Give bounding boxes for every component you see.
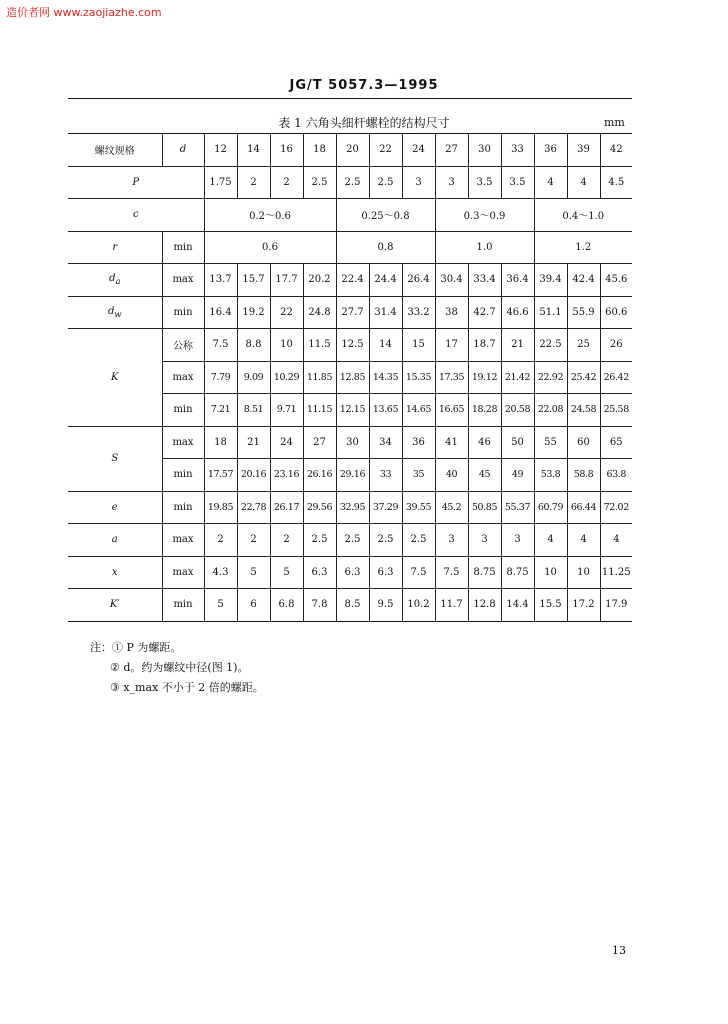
header-label-cell <box>68 134 162 167</box>
table-cell: 36 <box>402 426 435 459</box>
table-cell: 50.85 <box>468 491 501 524</box>
dimension-table <box>68 133 632 622</box>
row-symbol <box>68 524 162 557</box>
table-cell: 42.7 <box>468 296 501 329</box>
table-cell: 14.35 <box>369 361 402 394</box>
table-cell: 2 <box>270 166 303 199</box>
table-cell: 11.85 <box>303 361 336 394</box>
standard-number: JG/T 5057.3—1995 <box>289 78 439 93</box>
table-cell: 5 <box>237 556 270 589</box>
table-cell: 18.28 <box>468 394 501 427</box>
table-cell: 5 <box>204 589 237 622</box>
table-cell: 26.4 <box>402 264 435 297</box>
table-cell: 8.75 <box>501 556 534 589</box>
table-cell: 65 <box>600 426 632 459</box>
table-cell: 8.5 <box>336 589 369 622</box>
table-cell: 17 <box>435 329 468 362</box>
table-cell: 63.8 <box>600 459 632 492</box>
header-rule <box>68 98 632 99</box>
table-cell: 8.51 <box>237 394 270 427</box>
header-cell: 36 <box>534 134 567 167</box>
table-cell: 26.17 <box>270 491 303 524</box>
note-3: ③ x_max 不小于 2 倍的螺距。 <box>110 681 264 694</box>
table-cell: 30.4 <box>435 264 468 297</box>
table-cell: 30 <box>336 426 369 459</box>
table-cell: 3 <box>402 166 435 199</box>
table-cell: 6.3 <box>369 556 402 589</box>
table-cell: 7.21 <box>204 394 237 427</box>
row-subheader: max <box>162 361 204 394</box>
table-cell: 7.79 <box>204 361 237 394</box>
table-cell: 6.3 <box>336 556 369 589</box>
table-cell: 0.2～0.6 <box>204 199 336 232</box>
table-cell: 11.15 <box>303 394 336 427</box>
table-cell: 7.5 <box>402 556 435 589</box>
table-cell: 12.15 <box>336 394 369 427</box>
table-cell: 17.2 <box>567 589 600 622</box>
table-cell: 9.5 <box>369 589 402 622</box>
table-cell: 49 <box>501 459 534 492</box>
row-symbol <box>68 589 162 622</box>
table-cell: 15.7 <box>237 264 270 297</box>
header-cell: 27 <box>435 134 468 167</box>
table-cell: 33 <box>369 459 402 492</box>
table-cell: 1.0 <box>435 231 534 264</box>
table-cell: 2 <box>270 524 303 557</box>
table-cell: 33.4 <box>468 264 501 297</box>
row-symbol <box>68 491 162 524</box>
table-row <box>68 524 632 557</box>
table-cell: 46.6 <box>501 296 534 329</box>
table-cell: 3.5 <box>501 166 534 199</box>
table-cell: 25 <box>567 329 600 362</box>
table-cell: 46 <box>468 426 501 459</box>
table-cell: 1.2 <box>534 231 632 264</box>
table-cell: 24 <box>270 426 303 459</box>
table-cell: 9.71 <box>270 394 303 427</box>
row-subheader: max <box>162 264 204 297</box>
table-cell: 14 <box>369 329 402 362</box>
table-cell: 45.2 <box>435 491 468 524</box>
table-cell: 22.78 <box>237 491 270 524</box>
table-cell: 14.65 <box>402 394 435 427</box>
note-2: ② d。约为螺纹中径(图 1)。 <box>110 661 249 674</box>
table-cell: 7.5 <box>204 329 237 362</box>
row-symbol <box>68 426 162 491</box>
table-row <box>68 296 632 329</box>
page-number: 13 <box>612 944 626 957</box>
header-cell: 16 <box>270 134 303 167</box>
row-symbol <box>68 166 204 199</box>
table-unit: mm <box>604 116 625 129</box>
table-cell: 15 <box>402 329 435 362</box>
header-cell: 33 <box>501 134 534 167</box>
table-cell: 29.16 <box>336 459 369 492</box>
table-cell: 21 <box>501 329 534 362</box>
row-symbol <box>68 296 162 329</box>
table-cell: 10 <box>270 329 303 362</box>
symbol-text: e <box>111 501 118 513</box>
table-row <box>68 491 632 524</box>
table-cell: 0.3～0.9 <box>435 199 534 232</box>
header-cell: 30 <box>468 134 501 167</box>
table-cell: 3.5 <box>468 166 501 199</box>
table-cell: 6.3 <box>303 556 336 589</box>
table-cell: 72.02 <box>600 491 632 524</box>
table-cell: 4 <box>600 524 632 557</box>
row-subheader: max <box>162 556 204 589</box>
table-row <box>68 199 632 232</box>
row-subheader: min <box>162 231 204 264</box>
table-cell: 22.08 <box>534 394 567 427</box>
header-cell: 42 <box>600 134 632 167</box>
table-cell: 12.85 <box>336 361 369 394</box>
header-symbol: d <box>162 134 204 167</box>
table-cell: 55.9 <box>567 296 600 329</box>
table-cell: 11.5 <box>303 329 336 362</box>
table-cell: 55 <box>534 426 567 459</box>
table-cell: 1.75 <box>204 166 237 199</box>
table-cell: 55.37 <box>501 491 534 524</box>
table-cell: 26.42 <box>600 361 632 394</box>
table-cell: 2 <box>237 166 270 199</box>
table-cell: 60 <box>567 426 600 459</box>
table-cell: 10 <box>534 556 567 589</box>
table-cell: 21 <box>237 426 270 459</box>
table-row <box>68 589 632 622</box>
table-cell: 12.8 <box>468 589 501 622</box>
table-cell: 17.9 <box>600 589 632 622</box>
table-row <box>68 134 632 167</box>
table-cell: 18.7 <box>468 329 501 362</box>
table-cell: 4 <box>534 524 567 557</box>
symbol-text: r <box>112 241 118 253</box>
table-cell: 20.2 <box>303 264 336 297</box>
table-cell: 58.8 <box>567 459 600 492</box>
table-cell: 66.44 <box>567 491 600 524</box>
table-cell: 22.92 <box>534 361 567 394</box>
header-cell: 22 <box>369 134 402 167</box>
table-cell: 2 <box>237 524 270 557</box>
table-cell: 13.65 <box>369 394 402 427</box>
note-1: 注：① P 为螺距。 <box>90 641 182 654</box>
table-cell: 15.5 <box>534 589 567 622</box>
header-cell: 14 <box>237 134 270 167</box>
symbol-text: x <box>111 566 118 578</box>
symbol-text: P <box>132 176 140 188</box>
table-cell: 4.5 <box>600 166 632 199</box>
table-cell: 53.8 <box>534 459 567 492</box>
table-cell: 24.4 <box>369 264 402 297</box>
table-cell: 41 <box>435 426 468 459</box>
row-subheader: min <box>162 394 204 427</box>
table-cell: 25.42 <box>567 361 600 394</box>
table-cell: 11.7 <box>435 589 468 622</box>
watermark: 造价者网 www.zaojiazhe.com <box>6 6 162 19</box>
table-cell: 9.09 <box>237 361 270 394</box>
table-cell: 31.4 <box>369 296 402 329</box>
row-subheader: min <box>162 296 204 329</box>
table-cell: 0.25～0.8 <box>336 199 435 232</box>
table-cell: 2.5 <box>336 524 369 557</box>
table-cell: 10.29 <box>270 361 303 394</box>
header-label: 螺纹规格 <box>94 146 135 158</box>
header-cell: 12 <box>204 134 237 167</box>
table-row <box>68 231 632 264</box>
table-cell: 26 <box>600 329 632 362</box>
table-cell: 3 <box>468 524 501 557</box>
table-cell: 26.16 <box>303 459 336 492</box>
table-cell: 7.5 <box>435 556 468 589</box>
table-cell: 50 <box>501 426 534 459</box>
table-cell: 3 <box>435 166 468 199</box>
notes <box>90 638 264 698</box>
symbol-text: K <box>111 371 119 383</box>
row-subheader: min <box>162 459 204 492</box>
row-subheader: max <box>162 426 204 459</box>
symbol-subscript: a <box>115 276 121 287</box>
table-cell: 12.5 <box>336 329 369 362</box>
table-row <box>68 329 632 362</box>
table-cell: 35 <box>402 459 435 492</box>
symbol-text: S <box>111 453 119 464</box>
table-cell: 19.85 <box>204 491 237 524</box>
table-cell: 0.8 <box>336 231 435 264</box>
table-cell: 34 <box>369 426 402 459</box>
table-row <box>68 264 632 297</box>
table-cell: 33.2 <box>402 296 435 329</box>
table-cell: 60.6 <box>600 296 632 329</box>
symbol-subscript: w <box>114 308 122 319</box>
table-cell: 14.4 <box>501 589 534 622</box>
table-cell: 37.29 <box>369 491 402 524</box>
table-cell: 20.16 <box>237 459 270 492</box>
header-cell: 18 <box>303 134 336 167</box>
table-cell: 22 <box>270 296 303 329</box>
table-cell: 27.7 <box>336 296 369 329</box>
table-cell: 22.4 <box>336 264 369 297</box>
table-cell: 39.4 <box>534 264 567 297</box>
table-cell: 16.65 <box>435 394 468 427</box>
table-cell: 17.57 <box>204 459 237 492</box>
header-cell: 39 <box>567 134 600 167</box>
row-symbol <box>68 329 162 427</box>
table-cell: 23.16 <box>270 459 303 492</box>
symbol-text: d <box>109 273 116 285</box>
table-cell: 27 <box>303 426 336 459</box>
table-row <box>68 166 632 199</box>
table-cell: 7.8 <box>303 589 336 622</box>
table-cell: 22.5 <box>534 329 567 362</box>
table-cell: 15.35 <box>402 361 435 394</box>
table-cell: 24.58 <box>567 394 600 427</box>
row-symbol <box>68 199 204 232</box>
table-cell: 2.5 <box>369 166 402 199</box>
symbol-text: a <box>111 534 118 546</box>
table-cell: 19.2 <box>237 296 270 329</box>
table-cell: 6.8 <box>270 589 303 622</box>
table-cell: 24.8 <box>303 296 336 329</box>
table-cell: 25.58 <box>600 394 632 427</box>
table-cell: 4.3 <box>204 556 237 589</box>
table-cell: 17.7 <box>270 264 303 297</box>
table-cell: 36.4 <box>501 264 534 297</box>
table-cell: 8.8 <box>237 329 270 362</box>
table-cell: 6 <box>237 589 270 622</box>
table-cell: 8.75 <box>468 556 501 589</box>
table-cell: 18 <box>204 426 237 459</box>
table-cell: 38 <box>435 296 468 329</box>
table-cell: 2.5 <box>303 166 336 199</box>
table-cell: 20.58 <box>501 394 534 427</box>
table-cell: 2.5 <box>336 166 369 199</box>
table-cell: 0.4～1.0 <box>534 199 632 232</box>
row-symbol <box>68 231 162 264</box>
table-cell: 11.25 <box>600 556 632 589</box>
table-cell: 13.7 <box>204 264 237 297</box>
table-cell: 4 <box>567 166 600 199</box>
table-cell: 21.42 <box>501 361 534 394</box>
symbol-text: d <box>107 305 115 317</box>
row-subheader: min <box>162 491 204 524</box>
table-row <box>68 426 632 459</box>
table-cell: 45.6 <box>600 264 632 297</box>
table-cell: 4 <box>534 166 567 199</box>
table-cell: 16.4 <box>204 296 237 329</box>
table-cell: 42.4 <box>567 264 600 297</box>
header-cell: 24 <box>402 134 435 167</box>
row-symbol <box>68 264 162 297</box>
table-cell: 17.35 <box>435 361 468 394</box>
table-cell: 2.5 <box>402 524 435 557</box>
table-cell: 19.12 <box>468 361 501 394</box>
table-cell: 32.95 <box>336 491 369 524</box>
symbol-text: K′ <box>109 599 120 611</box>
table-cell: 3 <box>501 524 534 557</box>
symbol-text: c <box>132 209 139 221</box>
row-subheader: 公称 <box>162 329 204 362</box>
table-cell: 2.5 <box>369 524 402 557</box>
table-cell: 39.55 <box>402 491 435 524</box>
table-cell: 40 <box>435 459 468 492</box>
table-cell: 5 <box>270 556 303 589</box>
table-cell: 2.5 <box>303 524 336 557</box>
table-cell: 2 <box>204 524 237 557</box>
table-cell: 10.2 <box>402 589 435 622</box>
table-cell: 51.1 <box>534 296 567 329</box>
row-subheader: min <box>162 589 204 622</box>
table-title: 表 1 六角头细杆螺栓的结构尺寸 <box>278 116 450 130</box>
table-cell: 3 <box>435 524 468 557</box>
row-subheader: max <box>162 524 204 557</box>
table-cell: 45 <box>468 459 501 492</box>
table-row <box>68 556 632 589</box>
table-cell: 0.6 <box>204 231 336 264</box>
table-cell: 60.79 <box>534 491 567 524</box>
header-cell: 20 <box>336 134 369 167</box>
table-cell: 10 <box>567 556 600 589</box>
table-cell: 29.56 <box>303 491 336 524</box>
row-symbol <box>68 556 162 589</box>
table-cell: 4 <box>567 524 600 557</box>
